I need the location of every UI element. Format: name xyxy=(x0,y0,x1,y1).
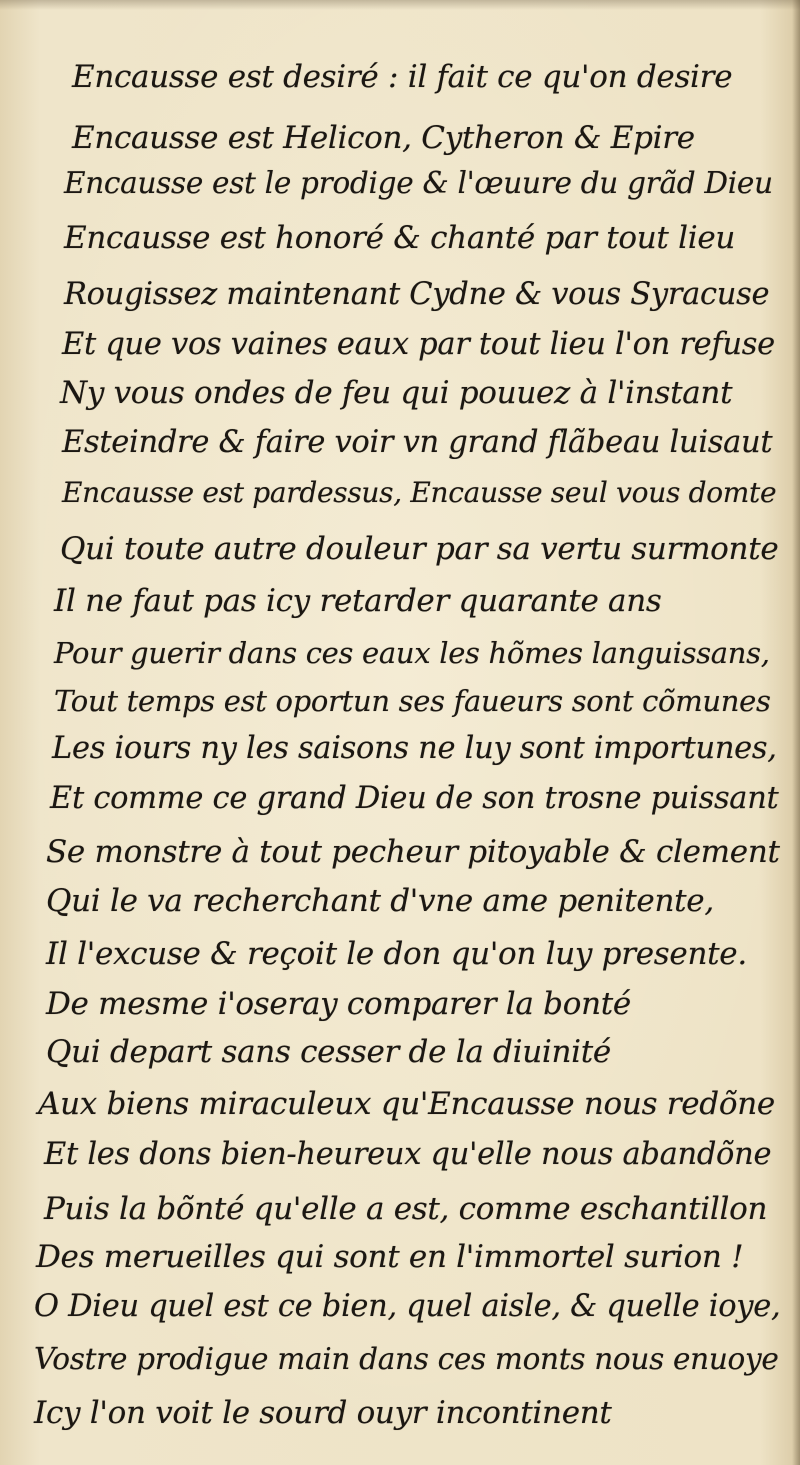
poem-line: Tout temps est oportun ses faueurs sont cõmunes xyxy=(54,684,771,718)
poem-line: Puis la bõnté qu'elle a est, comme eschantillon xyxy=(44,1191,768,1227)
poem-line: Et les dons bien-heureux qu'elle nous abandõne xyxy=(44,1137,772,1172)
poem-line: Rougissez maintenant Cydne & vous Syracuse xyxy=(64,277,770,312)
poem-line: Se monstre à tout pecheur pitoyable & clement xyxy=(46,834,780,870)
poem-line: Encausse est honoré & chanté par tout lieu xyxy=(64,220,736,256)
poem-line: Icy l'on voit le sourd ouyr incontinent xyxy=(34,1395,612,1431)
poem-line: Qui depart sans cesser de la diuinité xyxy=(46,1034,611,1070)
poem-line: Aux biens miraculeux qu'Encausse nous redõne xyxy=(38,1086,775,1122)
poem-line: Pour guerir dans ces eaux les hõmes languissans, xyxy=(54,636,770,670)
poem-line: O Dieu quel est ce bien, quel aisle, & quelle ioye, xyxy=(34,1289,781,1324)
poem-line: Encausse est desiré : il fait ce qu'on desire xyxy=(72,59,733,95)
poem-line: Et comme ce grand Dieu de son trosne puissant xyxy=(50,781,779,816)
poem-line: Encausse est pardessus, Encausse seul vous domte xyxy=(62,476,777,509)
poem-line: Et que vos vaines eaux par tout lieu l'on refuse xyxy=(62,327,775,362)
poem-line: Ny vous ondes de feu qui pouuez à l'instant xyxy=(60,375,733,411)
poem-line: Des merueilles qui sont en l'immortel surion ! xyxy=(36,1239,744,1275)
poem-line: De mesme i'oseray comparer la bonté xyxy=(46,986,631,1022)
poem-line: Encausse est Helicon, Cytheron & Epire xyxy=(72,120,695,156)
poem-line: Encausse est le prodige & l'œuure du grãd Dieu xyxy=(64,166,773,200)
poem-line: Il ne faut pas icy retarder quarante ans xyxy=(54,583,662,619)
poem-line: Qui le va recherchant d'vne ame penitente, xyxy=(46,883,714,919)
poem-line: Qui toute autre douleur par sa vertu surmonte xyxy=(60,531,779,567)
poem-line: Il l'excuse & reçoit le don qu'on luy presente. xyxy=(46,936,747,972)
poem-line: Esteindre & faire voir vn grand flãbeau luisaut xyxy=(62,425,773,460)
poem-line: Vostre prodigue main dans ces monts nous enuoye xyxy=(34,1342,779,1376)
poem-line: Les iours ny les saisons ne luy sont importunes, xyxy=(52,731,777,766)
